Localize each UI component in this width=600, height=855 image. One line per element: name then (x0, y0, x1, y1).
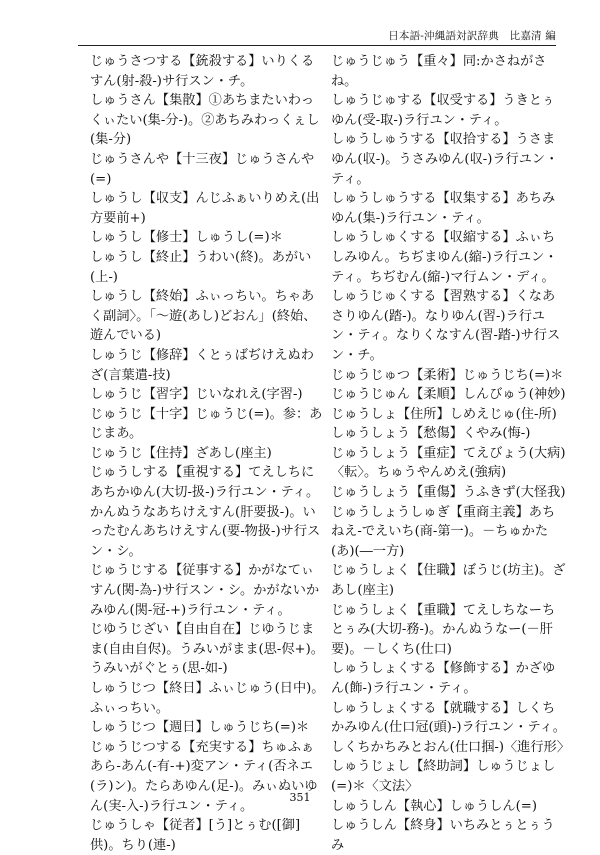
dictionary-entry: じゅうしょく【重職】てえしちなーちとぅみ(大切-務-)。かんぬうなー(－肝要)。－しくち(仕口) (331, 602, 556, 657)
dictionary-entry: じゅうさつする【銃殺する】いりくるすん(射-殺-)サ行スン・チ。 (90, 54, 315, 89)
dictionary-entry: じゅうしょ【住所】しめえじゅ(住-所) (331, 406, 557, 422)
dictionary-entry: じゅうしゃ【従者】[う]とぅむ([御]供)。ちり(連-) (90, 818, 301, 853)
dictionary-entry: じゅうじゅう【重々】同:かさねがさね。 (331, 54, 547, 89)
dictionary-entry: じゅうじつする【充実する】ちゅふぁあら-あん(-有-+)変アン・ティ(否ネエ(ラ)ン)。たらあゆん(足-)。みぃぬいゆん(実-入-)ラ行ユン・ティ。 (90, 739, 318, 814)
header-rule (78, 45, 556, 46)
dictionary-entry: しゅうじ【修辞】くとぅばぢけえぬわざ(言葉遣-技) (90, 347, 314, 383)
dictionary-entry: しゅうし【修士】しゅうし(=)＊ (90, 230, 283, 246)
page-number: 351 (289, 791, 311, 804)
dictionary-entry: しゅうしん【執心】しゅうしん(=) (331, 798, 537, 814)
dictionary-entry: しゅうさん【集散】①あちまたいわっくぃたい(集-分-)。②あちみわっくぇし(集-分) (90, 93, 320, 148)
dictionary-entry: じゅうじ【住持】ざあし(座主) (90, 445, 272, 461)
dictionary-entry: じゅうさんや【十三夜】じゅうさんや(=) (90, 151, 315, 187)
left-column (90, 52, 326, 855)
dictionary-entry: しゅうし【終始】ふぃっちい。ちゃあく副詞〉。「～遊(あし)どおん」(終始、遊んでいる) (90, 289, 317, 344)
dictionary-entry: しゅうしょくする【修飾する】かざゆん(飾-)ラ行ユン・ティ。 (331, 661, 556, 696)
dictionary-entry: じゅうじゅつ【柔術】じゅうじち(=)＊ (331, 367, 564, 383)
running-header: 日本語-沖縄語対訳辞典 比嘉清 編 (388, 30, 556, 42)
dictionary-entry: じゅうしょく【住職】ぼうじ(坊主)。ざあし(座主) (331, 563, 566, 599)
dictionary-entry: じゅうしょう【重傷】うふきず(大怪我) (331, 485, 566, 501)
dictionary-entry: しゅうしょう【愁傷】くやみ(悔-) (331, 426, 531, 442)
dictionary-entry: しゅうじゅくする【習熟する】くなあさりゆん(踏-)。なりゆん(習-)ラ行ユン・ティ。なりくなすん(習-踏-)サ行スン・チ。 (331, 289, 561, 363)
dictionary-entry: しゅうしん【終身】いちみとぅとぅうみ (331, 818, 555, 853)
dictionary-entry: しゅうし【終止】うわい(終)。あがい(上-) (90, 249, 312, 285)
dictionary-entry: じゅうしょう【重症】てえびょう(大病)〈転〉。ちゅうやんめえ(強病) (331, 445, 566, 481)
right-column (331, 52, 570, 855)
dictionary-entry: しゅうじつ【終日】ふぃじゅう(日中)。ふぃっちい。 (90, 681, 325, 716)
dictionary-entry: じゅうしする【重視する】てえしちにあちかゆん(大切-扱-)ラ行ユン・ティ。かんぬうなあちけえすん(肝要扱-)。いったむんあちけえすん(要-物扱-)サ行スン・シ。 (90, 465, 321, 559)
dictionary-entry: しゅうじょし【終助詞】しゅうじょし(=)＊〈文法〉 (331, 759, 556, 794)
dictionary-entry: しゅうし【収支】んじふぁいりめえ(出方要前+) (90, 191, 320, 226)
dictionary-entry: じゅうしょうしゅぎ【重商主義】あちねえ-でえいち(商-第一)。－ちゅかた(あ)(―一方) (331, 504, 556, 559)
dictionary-entry: じゆうじざい【自由自在】じゆうじまま(自由自侭)。うみいがまま(思-侭+)。うみいがぐとぅ(思-如-) (90, 622, 324, 677)
dictionary-entry: しゅうしゅうする【収拾する】うさまゆん(収-)。うさみゆん(収-)ラ行ユン・ティ。 (331, 132, 559, 187)
dictionary-entry: しゅうしゅくする【収縮する】ふぃちしみゆん。ちぢまゆん(縮-)ラ行ユン・ティ。ちぢむん(縮-)マ行ムン・ディ。 (331, 230, 558, 285)
dictionary-entry: しゅうじ【習字】じいなれえ(字習-) (90, 387, 303, 403)
dictionary-entry: しゅうしゅうする【収集する】あちみゆん(集-)ラ行ユン・ティ。 (331, 191, 556, 226)
dictionary-entry: しゅうじゅする【収受する】うきとぅゆん(受-取-)ラ行ユン・ティ。 (331, 93, 555, 128)
dictionary-entry: じゅうじ【十字】じゅうじ(=)。参：あじまあ。 (90, 406, 323, 442)
dictionary-entry: しゅうじつ【週日】しゅうじち(=)＊ (90, 720, 310, 736)
dictionary-entry: じゅうじゅん【柔順】しんびゅう(神妙) (331, 387, 566, 403)
dictionary-entry: じゅうじする【従事する】かがなてぃすん(関-為-)サ行スン・シ。かがないかみゆん(関-冠-+)ラ行ユン・ティ。 (90, 563, 320, 618)
dictionary-entry: しゅうしょくする【就職する】しくちかみゆん(仕口冠(頭)-)ラ行ユン・ティ。しくちかちみとおん(仕口掴-)〈進行形〉 (331, 700, 570, 755)
